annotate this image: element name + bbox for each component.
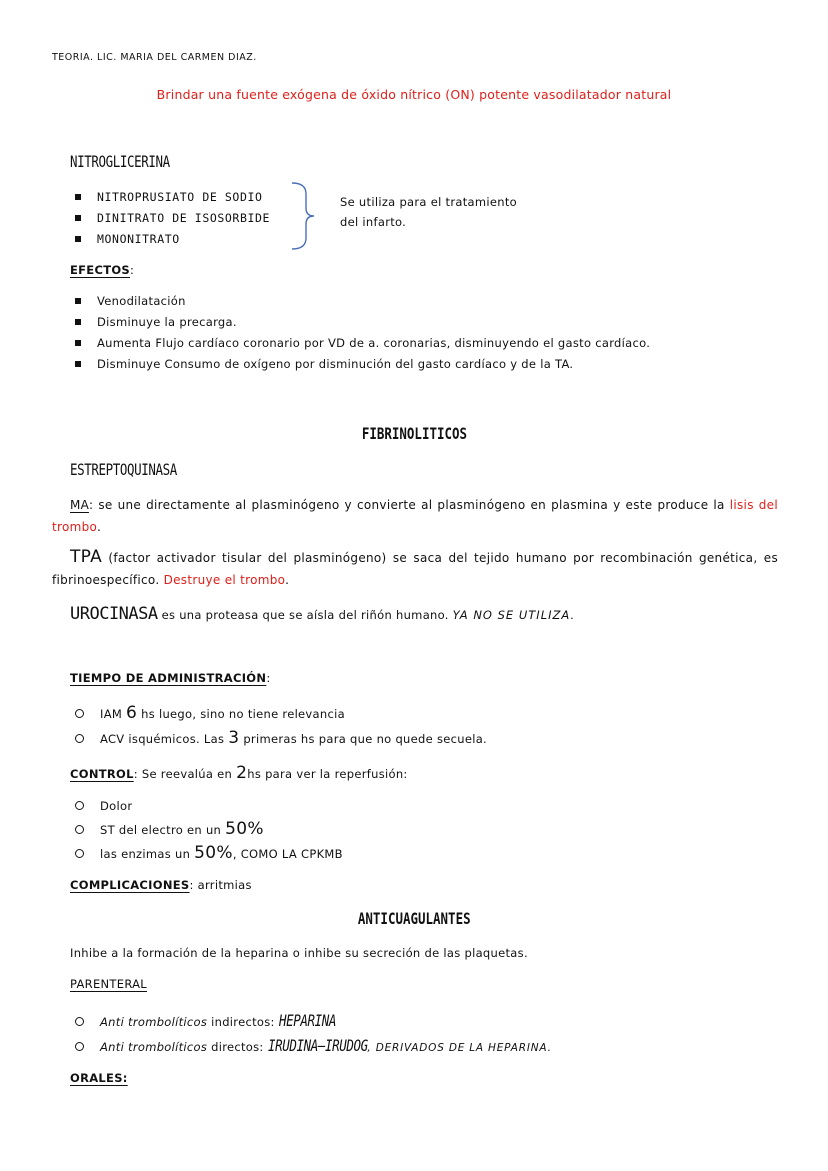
- bullet-icon: [75, 340, 81, 346]
- bullet-icon: [75, 215, 81, 221]
- bullet-icon: [75, 319, 81, 325]
- circle-bullet-icon: [75, 849, 84, 858]
- orales-heading: ORALES:: [70, 1071, 128, 1085]
- efectos-heading: EFECTOS:: [70, 263, 135, 277]
- parenteral-heading: PARENTERAL: [70, 977, 148, 991]
- bullet-icon: [75, 298, 81, 304]
- curly-brace-icon: [290, 180, 330, 252]
- bullet-icon: [75, 236, 81, 242]
- control-item: ST del electro en un 50%: [75, 819, 264, 839]
- nitro-item: NITROPRUSIATO DE SODIO: [75, 190, 263, 204]
- circle-bullet-icon: [75, 1017, 84, 1026]
- estreptoquinasa-title: ESTREPTOQUINASA: [70, 460, 177, 479]
- circle-bullet-icon: [75, 1042, 84, 1051]
- efecto-item: Disminuye Consumo de oxígeno por disminución del gasto cardíaco y de la TA.: [75, 357, 573, 371]
- anticoagulantes-title: ANTICUAGULANTES: [357, 909, 471, 928]
- anticoagulantes-intro: Inhibe a la formación de la heparina o inhibe su secreción de las plaquetas.: [70, 946, 528, 960]
- tiempo-heading: TIEMPO DE ADMINISTRACIÓN:: [70, 671, 271, 685]
- nitro-note-line2: del infarto.: [340, 215, 407, 229]
- nitro-item: MONONITRATO: [75, 232, 180, 246]
- fibrinoliticos-title: FIBRINOLITICOS: [361, 424, 467, 443]
- bullet-icon: [75, 194, 81, 200]
- urocinasa-line: UROCINASA es una proteasa que se aísla del riñón humano. YA NO SE UTILIZA.: [70, 604, 576, 624]
- tiempo-item: ACV isquémicos. Las 3 primeras hs para que no quede secuela.: [75, 728, 487, 748]
- author-header: TEORIA. LIC. MARIA DEL CARMEN DIAZ.: [52, 52, 257, 63]
- circle-bullet-icon: [75, 825, 84, 834]
- tpa-paragraph: TPA (factor activador tisular del plasminógeno) se saca del tejido humano por recombinación genética, es fibrinoespecífico. Destruye el trombo.: [52, 547, 778, 587]
- subtitle: Brindar una fuente exógena de óxido nítrico (ON) potente vasodilatador natural: [156, 87, 672, 102]
- nitro-item: DINITRATO DE ISOSORBIDE: [75, 211, 270, 225]
- control-heading: CONTROL: Se reevalúa en 2hs para ver la reperfusión:: [70, 763, 408, 783]
- bullet-icon: [75, 361, 81, 367]
- tiempo-item: IAM 6 hs luego, sino no tiene relevancia: [75, 703, 345, 723]
- nitroglicerina-title: NITROGLICERINA: [70, 152, 170, 171]
- efecto-item: Disminuye la precarga.: [75, 315, 237, 329]
- anticoagulante-item: Anti trombolíticos indirectos: HEPARINA: [75, 1011, 352, 1030]
- circle-bullet-icon: [75, 734, 84, 743]
- efecto-item: Venodilatación: [75, 294, 186, 308]
- circle-bullet-icon: [75, 801, 84, 810]
- control-item: Dolor: [75, 799, 132, 813]
- efecto-item: Aumenta Flujo cardíaco coronario por VD de a. coronarias, disminuyendo el gasto cardíaco.: [75, 336, 650, 350]
- anticoagulante-item: Anti trombolíticos directos: IRUDINA–IRUDOG, DERIVADOS DE LA HEPARINA.: [75, 1036, 552, 1055]
- nitro-note-line1: Se utiliza para el tratamiento: [340, 195, 518, 209]
- circle-bullet-icon: [75, 709, 84, 718]
- complicaciones-line: COMPLICACIONES: arritmias: [70, 878, 252, 892]
- control-item: las enzimas un 50%, COMO LA CPKMB: [75, 843, 343, 863]
- ma-paragraph: MA: se une directamente al plasminógeno y convierte al plasminógeno en plasmina y este produce la lisis del trombo.: [52, 498, 778, 534]
